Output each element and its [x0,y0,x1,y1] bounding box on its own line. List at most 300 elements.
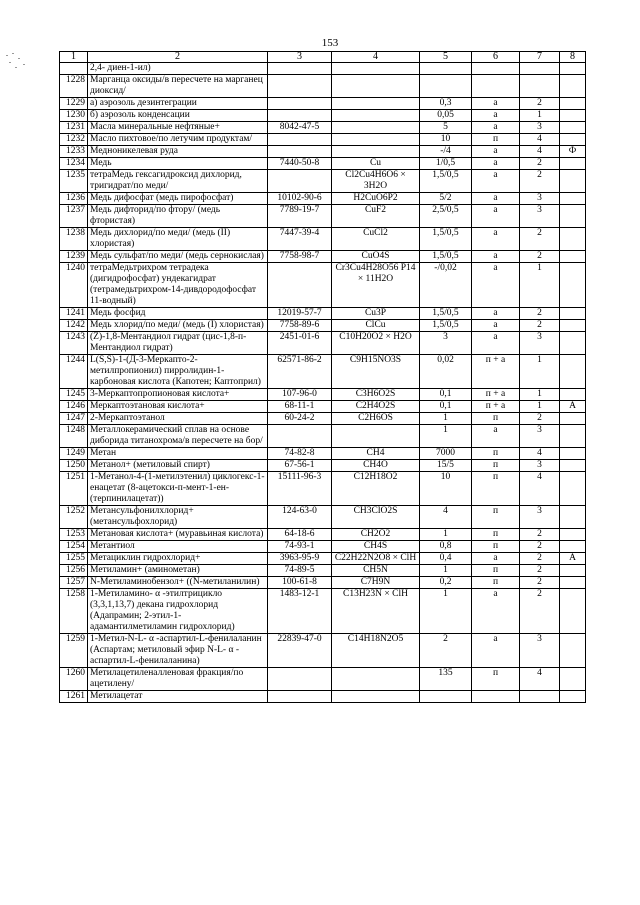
special-note [560,472,586,506]
cas-number: 74-89-5 [268,565,332,577]
substance-name: б) аэрозоль конденсации [88,110,268,122]
special-note [560,263,586,308]
hazard-class: 2 [520,98,560,110]
chemical-formula: C9H15NO3S [332,355,420,389]
table-row [60,634,586,668]
table-row [60,506,586,529]
hazard-class: 1 [520,355,560,389]
row-number: 1230 [60,110,88,122]
table-row [60,263,586,308]
substance-name: Метановая кислота+ (муравьиная кислота) [88,529,268,541]
limit-value: 2,5/0,5 [420,205,472,228]
limit-value: 0,02 [420,355,472,389]
substances-table [59,51,586,703]
special-note [560,506,586,529]
row-number: 1250 [60,460,88,472]
column-header: 6 [472,52,520,63]
cas-number: 2451-01-6 [268,332,332,355]
substance-name: Медь дихлорид/по меди/ (медь (II) хлористая) [88,228,268,251]
chemical-formula: C10H20O2 × H2O [332,332,420,355]
cas-number [268,263,332,308]
hazard-class: 4 [520,668,560,691]
substance-name: 1-Метанол-4-(1-метилэтенил) циклогекс-1-енацетат (8-ацетокси-п-мент-1-ен-(терпинилацетат)) [88,472,268,506]
cas-number [268,110,332,122]
row-number: 1257 [60,577,88,589]
aggregate-state: п [472,541,520,553]
chemical-formula: C13H23N × ClH [332,589,420,634]
row-number: 1244 [60,355,88,389]
aggregate-state: п + а [472,401,520,413]
table-row [60,63,586,75]
cas-number: 107-96-0 [268,389,332,401]
aggregate-state: а [472,263,520,308]
aggregate-state: п [472,565,520,577]
special-note [560,541,586,553]
aggregate-state: а [472,110,520,122]
row-number: 1259 [60,634,88,668]
hazard-class: 4 [520,146,560,158]
limit-value: 1,5/0,5 [420,320,472,332]
substance-name: Метанол+ (метиловый спирт) [88,460,268,472]
column-header: 1 [60,52,88,63]
column-header: 4 [332,52,420,63]
chemical-formula: CH3ClO2S [332,506,420,529]
cas-number [268,134,332,146]
aggregate-state: а [472,170,520,193]
aggregate-state [472,75,520,98]
special-note: А [560,401,586,413]
special-note [560,577,586,589]
chemical-formula: C2H4O2S [332,401,420,413]
hazard-class: 3 [520,506,560,529]
substance-name: Медь дифторид/по фтору/ (медь фтористая) [88,205,268,228]
cas-number: 10102-90-6 [268,193,332,205]
chemical-formula: CH4 [332,448,420,460]
substance-name: а) аэрозоль дезинтеграции [88,98,268,110]
special-note [560,205,586,228]
row-number: 1253 [60,529,88,541]
cas-number: 7758-98-7 [268,251,332,263]
hazard-class: 1 [520,110,560,122]
row-number: 1237 [60,205,88,228]
cas-number: 22839-47-0 [268,634,332,668]
hazard-class: 2 [520,553,560,565]
table-row [60,308,586,320]
aggregate-state: а [472,205,520,228]
chemical-formula: CH4S [332,541,420,553]
special-note [560,332,586,355]
aggregate-state: а [472,332,520,355]
table-row [60,110,586,122]
substance-name: 1-Метиламино- α -этилтрицикло (3,3,1,13,7) декана гидрохлорид (Адапрамин; 2-этил-1-адамантилметиламин гидрохлорид) [88,589,268,634]
substance-name: Медь фосфид [88,308,268,320]
special-note: А [560,553,586,565]
aggregate-state: а [472,308,520,320]
chemical-formula: Cr3Cu4H28O56 P14 × 11H2O [332,263,420,308]
column-header: 8 [560,52,586,63]
row-number: 1255 [60,553,88,565]
chemical-formula [332,134,420,146]
row-number: 1248 [60,425,88,448]
row-number: 1240 [60,263,88,308]
aggregate-state: а [472,158,520,170]
substance-name: 3-Меркаптопропионовая кислота+ [88,389,268,401]
table-row [60,251,586,263]
table-row [60,146,586,158]
special-note [560,389,586,401]
cas-number: 67-56-1 [268,460,332,472]
substance-name: (Z)-1,8-Ментандиол гидрат (цис-1,8-п-Ментандиол гидрат) [88,332,268,355]
table-row [60,320,586,332]
chemical-formula [332,75,420,98]
row-number: 1256 [60,565,88,577]
special-note [560,691,586,703]
limit-value: 0,8 [420,541,472,553]
substance-name: Марганца оксиды/в пересчете на марганец диоксид/ [88,75,268,98]
chemical-formula: CH2O2 [332,529,420,541]
special-note [560,134,586,146]
chemical-formula: ClCu [332,320,420,332]
table-row [60,75,586,98]
special-note [560,355,586,389]
hazard-class: 3 [520,205,560,228]
hazard-class [520,691,560,703]
aggregate-state: а [472,122,520,134]
row-number: 1228 [60,75,88,98]
column-header: 7 [520,52,560,63]
table-row [60,565,586,577]
cas-number: 3963-95-9 [268,553,332,565]
column-header: 5 [420,52,472,63]
limit-value: 0,05 [420,110,472,122]
chemical-formula: C22H22N2O8 × ClH [332,553,420,565]
aggregate-state: п [472,472,520,506]
hazard-class: 2 [520,320,560,332]
chemical-formula [332,425,420,448]
hazard-class [520,63,560,75]
row-number: 1241 [60,308,88,320]
special-note [560,75,586,98]
substance-name: Метациклин гидрохлорид+ [88,553,268,565]
special-note [560,320,586,332]
table-row [60,541,586,553]
hazard-class: 3 [520,425,560,448]
limit-value: 5/2 [420,193,472,205]
substance-name: Медноникелевая руда [88,146,268,158]
cas-number [268,170,332,193]
substance-name: 2,4- диен-1-ил) [88,63,268,75]
limit-value: 0,4 [420,553,472,565]
limit-value [420,75,472,98]
hazard-class: 4 [520,134,560,146]
row-number: 1231 [60,122,88,134]
special-note [560,193,586,205]
row-number: 1235 [60,170,88,193]
special-note [560,589,586,634]
chemical-formula: H2CuO6P2 [332,193,420,205]
special-note [560,98,586,110]
substance-name: Металлокерамический сплав на основе диборида титанохрома/в пересчете на бор/ [88,425,268,448]
limit-value: 1,5/0,5 [420,170,472,193]
special-note [560,228,586,251]
table-row [60,193,586,205]
cas-number: 100-61-8 [268,577,332,589]
limit-value: 0,1 [420,389,472,401]
table-row [60,170,586,193]
aggregate-state: а [472,634,520,668]
cas-number [268,691,332,703]
chemical-formula: CuO4S [332,251,420,263]
cas-number: 7758-89-6 [268,320,332,332]
special-note [560,448,586,460]
substance-name: Метилацетиленалленовая фракция/по ацетилену/ [88,668,268,691]
special-note [560,122,586,134]
chemical-formula: CH4O [332,460,420,472]
aggregate-state: п [472,577,520,589]
hazard-class: 2 [520,529,560,541]
chemical-formula [332,146,420,158]
substance-name: Медь [88,158,268,170]
row-number: 1260 [60,668,88,691]
limit-value: 1 [420,589,472,634]
substance-name: Метансульфонилхлорид+ (метансульфохлорид) [88,506,268,529]
special-note [560,529,586,541]
cas-number: 64-18-6 [268,529,332,541]
table-row [60,389,586,401]
substance-name: 2-Меркаптоэтанол [88,413,268,425]
row-number: 1261 [60,691,88,703]
hazard-class: 2 [520,577,560,589]
chemical-formula: Cu3P [332,308,420,320]
special-note [560,668,586,691]
table-row [60,401,586,413]
aggregate-state: п [472,529,520,541]
hazard-class: 3 [520,122,560,134]
table-row [60,589,586,634]
aggregate-state: п + а [472,355,520,389]
column-header: 3 [268,52,332,63]
limit-value: 0,2 [420,577,472,589]
limit-value: -/0,02 [420,263,472,308]
substance-name: Масла минеральные нефтяные+ [88,122,268,134]
chemical-formula [332,98,420,110]
hazard-class: 2 [520,228,560,251]
hazard-class: 1 [520,263,560,308]
cas-number: 60-24-2 [268,413,332,425]
limit-value: 1 [420,425,472,448]
aggregate-state: п [472,413,520,425]
cas-number: 7440-50-8 [268,158,332,170]
aggregate-state: п [472,506,520,529]
hazard-class: 2 [520,158,560,170]
row-number: 1239 [60,251,88,263]
limit-value: 1,5/0,5 [420,308,472,320]
page-number: 153 [321,37,339,49]
hazard-class [520,75,560,98]
table-row [60,425,586,448]
row-number: 1249 [60,448,88,460]
special-note [560,170,586,193]
special-note [560,110,586,122]
row-number: 1243 [60,332,88,355]
hazard-class: 1 [520,389,560,401]
chemical-formula: CH5N [332,565,420,577]
substance-name: L(S,S)-1-(Д-3-Меркапто-2-метилпропионил) пирролидин-1-карбоновая кислота (Капотен; Каптоприл) [88,355,268,389]
cas-number: 124-63-0 [268,506,332,529]
aggregate-state: а [472,193,520,205]
hazard-class: 2 [520,541,560,553]
hazard-class: 2 [520,308,560,320]
hazard-class: 2 [520,170,560,193]
chemical-formula: CuCl2 [332,228,420,251]
special-note [560,251,586,263]
table-row [60,158,586,170]
limit-value: 1/0,5 [420,158,472,170]
aggregate-state: а [472,553,520,565]
limit-value: 7000 [420,448,472,460]
column-header: 2 [88,52,268,63]
limit-value: 1,5/0,5 [420,228,472,251]
aggregate-state: а [472,228,520,251]
chemical-formula: CuF2 [332,205,420,228]
aggregate-state: а [472,146,520,158]
aggregate-state: а [472,251,520,263]
cas-number [268,63,332,75]
table-row [60,413,586,425]
aggregate-state: а [472,98,520,110]
limit-value: 10 [420,472,472,506]
aggregate-state [472,63,520,75]
substance-name: Метан [88,448,268,460]
row-number: 1254 [60,541,88,553]
hazard-class: 4 [520,448,560,460]
limit-value [420,63,472,75]
row-number: 1232 [60,134,88,146]
table-row [60,122,586,134]
row-number [60,63,88,75]
row-number: 1229 [60,98,88,110]
cas-number: 7789-19-7 [268,205,332,228]
chemical-formula: Cl2Cu4H6O6 × 3H2O [332,170,420,193]
hazard-class: 4 [520,472,560,506]
special-note [560,425,586,448]
cas-number [268,75,332,98]
chemical-formula [332,110,420,122]
row-number: 1234 [60,158,88,170]
aggregate-state: п [472,460,520,472]
row-number: 1252 [60,506,88,529]
table-row [60,529,586,541]
limit-value: 15/5 [420,460,472,472]
table-row [60,332,586,355]
chemical-formula [332,668,420,691]
substance-name: тетраМедьтрихром тетрадека (дигидрофосфат) ундекагидрат (тетрамедьтрихром-14-дивдородофосфат 11-водный) [88,263,268,308]
cas-number: 8042-47-5 [268,122,332,134]
limit-value: 10 [420,134,472,146]
aggregate-state: п [472,134,520,146]
substance-name: Меркаптоэтановая кислота+ [88,401,268,413]
cas-number [268,146,332,158]
column-header-row [60,52,586,63]
limit-value: 2 [420,634,472,668]
substance-name: Медь хлорид/по меди/ (медь (I) хлористая) [88,320,268,332]
row-number: 1251 [60,472,88,506]
special-note [560,634,586,668]
chemical-formula: C3H6O2S [332,389,420,401]
row-number: 1238 [60,228,88,251]
cas-number: 12019-57-7 [268,308,332,320]
substance-name: Метилацетат [88,691,268,703]
limit-value: 1 [420,413,472,425]
table-row [60,98,586,110]
cas-number: 74-93-1 [268,541,332,553]
chemical-formula: Cu [332,158,420,170]
special-note [560,413,586,425]
table-row [60,691,586,703]
substance-name: Медь сульфат/по меди/ (медь сернокислая) [88,251,268,263]
table-row [60,448,586,460]
hazard-class: 2 [520,251,560,263]
limit-value: 5 [420,122,472,134]
cas-number: 62571-86-2 [268,355,332,389]
cas-number [268,425,332,448]
hazard-class: 3 [520,332,560,355]
cas-number: 15111-96-3 [268,472,332,506]
chemical-formula: C12H18O2 [332,472,420,506]
special-note [560,158,586,170]
table-row [60,460,586,472]
cas-number: 1483-12-1 [268,589,332,634]
hazard-class: 3 [520,193,560,205]
row-number: 1247 [60,413,88,425]
table-row [60,228,586,251]
row-number: 1242 [60,320,88,332]
row-number: 1233 [60,146,88,158]
limit-value: 3 [420,332,472,355]
aggregate-state: а [472,589,520,634]
limit-value: 1 [420,565,472,577]
special-note [560,63,586,75]
aggregate-state: а [472,425,520,448]
table-row [60,577,586,589]
cas-number [268,668,332,691]
aggregate-state: а [472,320,520,332]
limit-value: 135 [420,668,472,691]
substance-name: Медь дифосфат (медь пирофосфат) [88,193,268,205]
row-number: 1245 [60,389,88,401]
limit-value: 0,1 [420,401,472,413]
special-note: Ф [560,146,586,158]
limit-value: 0,3 [420,98,472,110]
limit-value: 1 [420,529,472,541]
row-number: 1246 [60,401,88,413]
table-row [60,472,586,506]
substance-name: Метиламин+ (аминометан) [88,565,268,577]
chemical-formula: C14H18N2O5 [332,634,420,668]
substance-name: Метантиол [88,541,268,553]
table-row [60,355,586,389]
limit-value: -/4 [420,146,472,158]
substance-name: Масло пихтовое/по летучим продуктам/ [88,134,268,146]
scan-artifact [4,52,30,70]
aggregate-state: п [472,668,520,691]
chemical-formula: C7H9N [332,577,420,589]
aggregate-state: п [472,448,520,460]
aggregate-state: п + а [472,389,520,401]
substance-name: 1-Метил-N-L- α -аспартил-L-фенилаланин (Аспартам; метиловый эфир N-L- α - аспартил-L-фенилаланина) [88,634,268,668]
chemical-formula: C2H6OS [332,413,420,425]
hazard-class: 2 [520,589,560,634]
